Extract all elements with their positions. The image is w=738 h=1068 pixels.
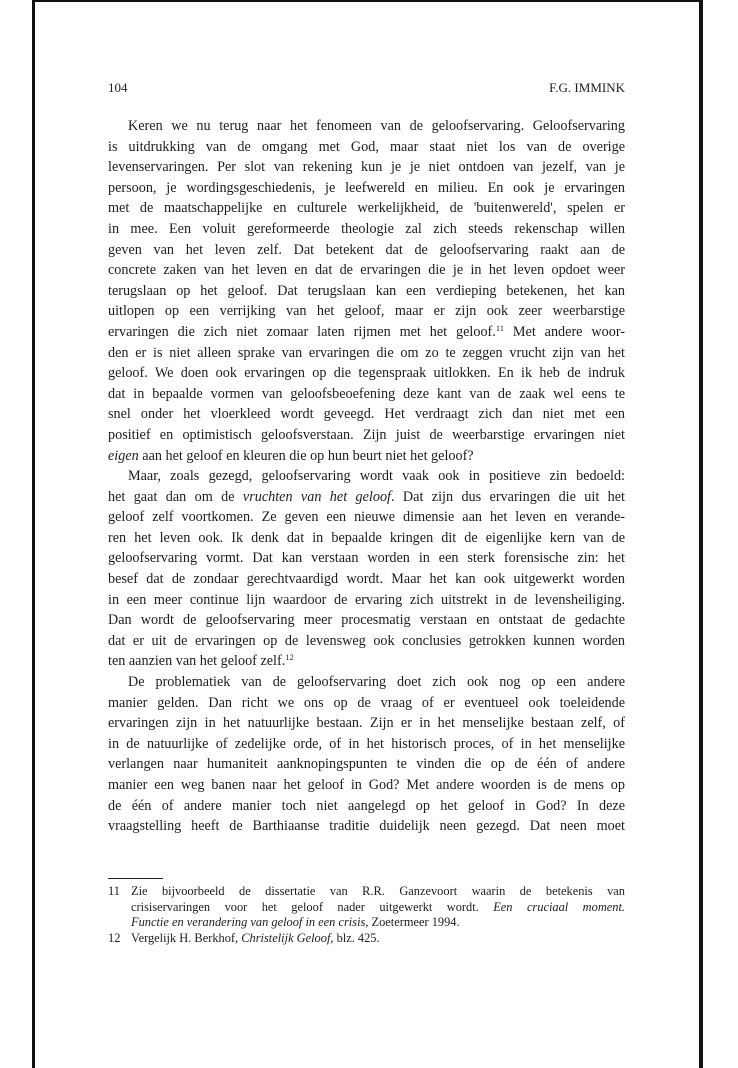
text-segment: Met andere woor- xyxy=(504,323,625,340)
text-line-italic xyxy=(108,487,625,508)
paragraph-1 xyxy=(108,116,625,466)
text-line: is uitdrukking van de omgang met God, maar staat niet los van de overige xyxy=(108,138,625,155)
text-line: in mee. Een voluit gereformeerde theologie zal zich steeds rekenschap willen xyxy=(108,220,625,237)
footnote-11 xyxy=(108,884,625,931)
body-text xyxy=(108,116,625,837)
text-line: De problematiek van de geloofservaring doet zich ook nog op een andere xyxy=(128,674,625,691)
text-line: verlangen naar humaniteit aanknopingspunten te vinden die op de één of andere xyxy=(108,756,625,773)
text-line: in een meer continue lijn waardoor de ervaring zich uitstrekt in de levensheiliging. xyxy=(108,591,625,608)
scan-border-left xyxy=(32,0,35,1068)
text-line: in de natuurlijke of zedelijke orde, of in het historisch proces, of in het menselijke xyxy=(108,735,625,752)
page-number: 104 xyxy=(108,80,128,95)
text-line: Dan wordt de geloofservaring meer procesmatig verstaan en ontstaat de gedachte xyxy=(108,612,625,629)
book-title: Christelijk Geloof, xyxy=(241,930,334,945)
text-line: concrete zaken van het leven en dat de ervaringen die je in het leven opdoet weer xyxy=(108,262,625,279)
text-line: terugslaan op het geloof. Dat terugslaan kan een verdieping betekenen, het kan xyxy=(108,282,625,299)
footnote-number: 11 xyxy=(108,884,120,898)
footnote-line xyxy=(131,931,625,947)
text-line: de één of andere manier toch niet aangelegd op het geloof in God? In deze xyxy=(108,797,625,814)
text-segment: ten aanzien van het geloof zelf. xyxy=(108,653,286,670)
scan-border-top xyxy=(32,0,703,2)
text-line: den er is niet alleen sprake van ervaringen die om zo te zeggen vrucht zijn van het xyxy=(108,344,625,361)
text-line: ren het leven ook. Ik denk dat in bepaalde kringen dit de eigenlijke kern van de xyxy=(108,529,625,546)
text-line: geloofservaring vormt. Dat kan verstaan worden in een sterk forensische zin: het xyxy=(108,550,625,567)
emphasis-eigen: eigen xyxy=(108,447,139,464)
emphasis-vruchten: vruchten van het geloof xyxy=(242,488,391,505)
paragraph-2 xyxy=(108,466,625,672)
text-line: positief en optimistisch geloofsverstaan. Zijn juist de weerbarstige ervaringen niet xyxy=(108,426,625,443)
text-line: geven van het leven zelf. Dat betekent dat de geloofservaring raakt aan de xyxy=(108,241,625,258)
book-title: Een cruciaal moment. xyxy=(493,899,625,914)
text-line: dat er uit de ervaringen op de levensweg ook conclusies getrokken kunnen worden xyxy=(108,632,625,649)
footnote-text xyxy=(131,884,625,931)
running-head-author: F.G. IMMINK xyxy=(549,80,625,95)
text-segment: ervaringen die zich niet zomaar laten rijmen met het geloof. xyxy=(108,323,496,340)
text-segment: . Dat zijn dus ervaringen die uit het xyxy=(390,488,625,505)
text-line-with-note xyxy=(108,651,625,672)
text-line: met de maatschappelijke en culturele werkelijkheid, de 'buitenwereld', spelen er xyxy=(108,200,625,217)
footnote-line: Zie bijvoorbeeld de dissertatie van R.R. Ganzevoort waarin de betekenis van xyxy=(131,884,625,898)
book-subtitle: Functie en verandering van geloof in een crisis xyxy=(131,915,366,929)
text-line: uitlopen op een verrijking van het geloof, maar er zijn ook zeer weerbarstige xyxy=(108,303,625,320)
text-line: dat in bepaalde vormen van geloofsbeoefening deze kant van de zaak wel eens te xyxy=(108,385,625,402)
footnote-line xyxy=(131,915,625,931)
text-segment: blz. 425. xyxy=(333,930,380,945)
footnote-12 xyxy=(108,931,625,947)
paragraph-3 xyxy=(108,672,625,837)
running-head xyxy=(108,80,625,96)
footnote-text xyxy=(131,931,625,947)
footnotes xyxy=(108,884,625,946)
scan-border-right xyxy=(699,0,703,1068)
text-line: persoon, je wordingsgeschiedenis, je leefwereld en milieu. En ook je ervaringen xyxy=(108,179,625,196)
text-segment: crisiservaringen voor het geloof nader uitgewerkt wordt. xyxy=(131,899,479,914)
footnote-ref-11[interactable]: 11 xyxy=(495,322,504,333)
text-line: Keren we nu terug naar het fenomeen van de geloofservaring. Geloofservaring xyxy=(128,118,625,134)
footnote-line xyxy=(131,900,625,916)
text-segment: het gaat dan om de xyxy=(108,488,235,505)
text-line: manier gelden. Dan richt we ons op de vraag of er eventueel ook toeleidende xyxy=(108,694,625,711)
text-line: snel onder het vloerkleed wordt geveegd. Het verdraagt zich dan niet met een xyxy=(108,406,625,423)
text-line-with-note xyxy=(108,322,625,343)
text-segment: Vergelijk H. Berkhof, xyxy=(131,930,239,945)
text-line: geloof. We doen ook ervaringen op die tegenspraak uitlokken. En ik heb de indruk xyxy=(108,365,625,382)
text-line: vraagstelling heeft de Barthiaanse traditie duidelijk neen gezegd. Dat neen moet xyxy=(108,818,625,835)
footnote-ref-12[interactable]: 12 xyxy=(285,652,294,663)
footnote-number: 12 xyxy=(108,930,121,945)
text-line: ervaringen zijn in het natuurlijke bestaan. Zijn er in het menselijke bestaan zelf, of xyxy=(108,715,625,732)
text-line: geloof zelf voortkomen. Ze geven een nieuwe dimensie aan het leven en verande- xyxy=(108,509,625,526)
text-line: Maar, zoals gezegd, geloofservaring wordt vaak ook in positieve zin bedoeld: xyxy=(128,468,625,485)
text-segment: aan het geloof en kleuren die op hun beurt niet het geloof? xyxy=(142,447,474,464)
footnote-divider xyxy=(108,878,163,879)
text-segment: , Zoetermeer 1994. xyxy=(365,915,460,929)
text-line: levenservaringen. Per slot van rekening kun je je niet ontdoen van jezelf, van je xyxy=(108,159,625,176)
text-line-italic-start xyxy=(108,446,625,467)
text-line: besef dat de zondaar gerechtvaardigd wordt. Maar het kan ook uitgewerkt worden xyxy=(108,571,625,588)
text-line: manier een weg banen naar het geloof in God? Met andere woorden is de mens op xyxy=(108,777,625,793)
